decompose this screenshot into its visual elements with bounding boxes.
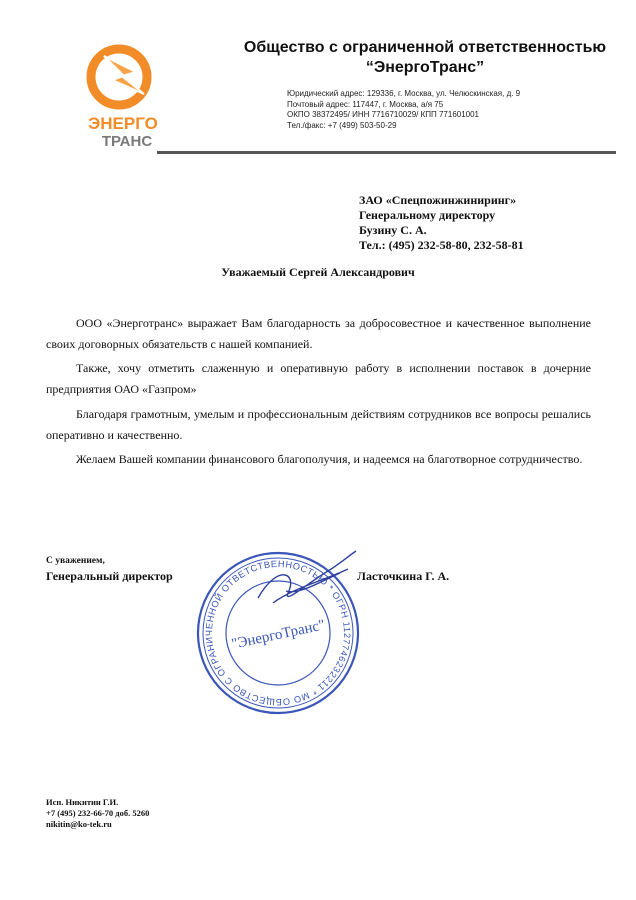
regards-text: С уважением,	[46, 556, 105, 566]
logo-line2: ТРАНС	[101, 133, 153, 150]
body-paragraph-1: ООО «Энерготранс» выражает Вам благодарность за добросовестное и качественное выполнение своих договорных обязательств с нашей компанией.	[46, 316, 591, 351]
organization-details	[287, 89, 520, 131]
body-paragraph-3: Благодаря грамотным, умелым и профессиональным действиям сотрудников все вопросы решались оперативно и качественно.	[46, 407, 591, 442]
stamp-outer-text: ОБЩЕСТВО С ОГРАНИЧЕННОЙ ОТВЕТСТВЕННОСТЬЮ * ОГРН 1127746232211 * МОСКВА	[203, 558, 353, 708]
addressee-company: ЗАО «Спецпожинжиниринг»	[359, 193, 517, 207]
logo-emblem	[74, 42, 174, 152]
executor-block	[46, 797, 149, 830]
letter-body	[46, 313, 591, 470]
body-paragraph-4: Желаем Вашей компании финансового благополучия, и надеемся на благотворное сотрудничество.	[76, 452, 583, 466]
registration-codes: ОКПО 38372495/ ИНН 7716710029/ КПП 771601001	[287, 110, 480, 119]
signer-position: Генеральный директор	[46, 569, 173, 583]
stamp-seal-icon	[188, 543, 368, 723]
signature-block	[46, 554, 173, 584]
logo-line1: ЭНЕРГО	[88, 114, 158, 133]
addressee-name: Бузину С. А.	[359, 223, 427, 237]
addressee-block	[359, 193, 524, 253]
executor-phone: +7 (495) 232-66-70 доб. 5260	[46, 808, 150, 818]
stamp-center-text: "ЭнергоТранс"	[230, 617, 327, 653]
org-title-line1: Общество с ограниченной ответственностью	[243, 39, 607, 56]
signer-name: Ласточкина Г. А.	[357, 569, 450, 583]
header-divider	[157, 151, 616, 154]
addressee-phone: Тел.: (495) 232-58-80, 232-58-81	[359, 238, 524, 252]
salutation: Уважаемый Сергей Александрович	[221, 265, 415, 279]
body-paragraph-2: Также, хочу отметить слаженную и оперативную работу в исполнении поставок в дочерние предприятия ОАО «Газпром»	[46, 361, 591, 396]
organization-title	[240, 38, 610, 78]
postal-address: Почтовый адрес: 117447, г. Москва, а/я 75	[287, 99, 444, 109]
org-title-line2: “ЭнергоТранс”	[365, 59, 485, 76]
legal-address: Юридический адрес: 129336, г. Москва, ул. Челюскинская, д. 9	[287, 89, 521, 98]
company-logo	[74, 42, 174, 152]
company-stamp	[188, 543, 368, 723]
org-phone: Тел./факс: +7 (499) 503-50-29	[287, 120, 397, 130]
executor-name: Исп. Никитин Г.И.	[46, 797, 119, 807]
executor-email: nikitin@ko-tek.ru	[46, 819, 112, 829]
addressee-position: Генеральному директору	[359, 208, 496, 222]
